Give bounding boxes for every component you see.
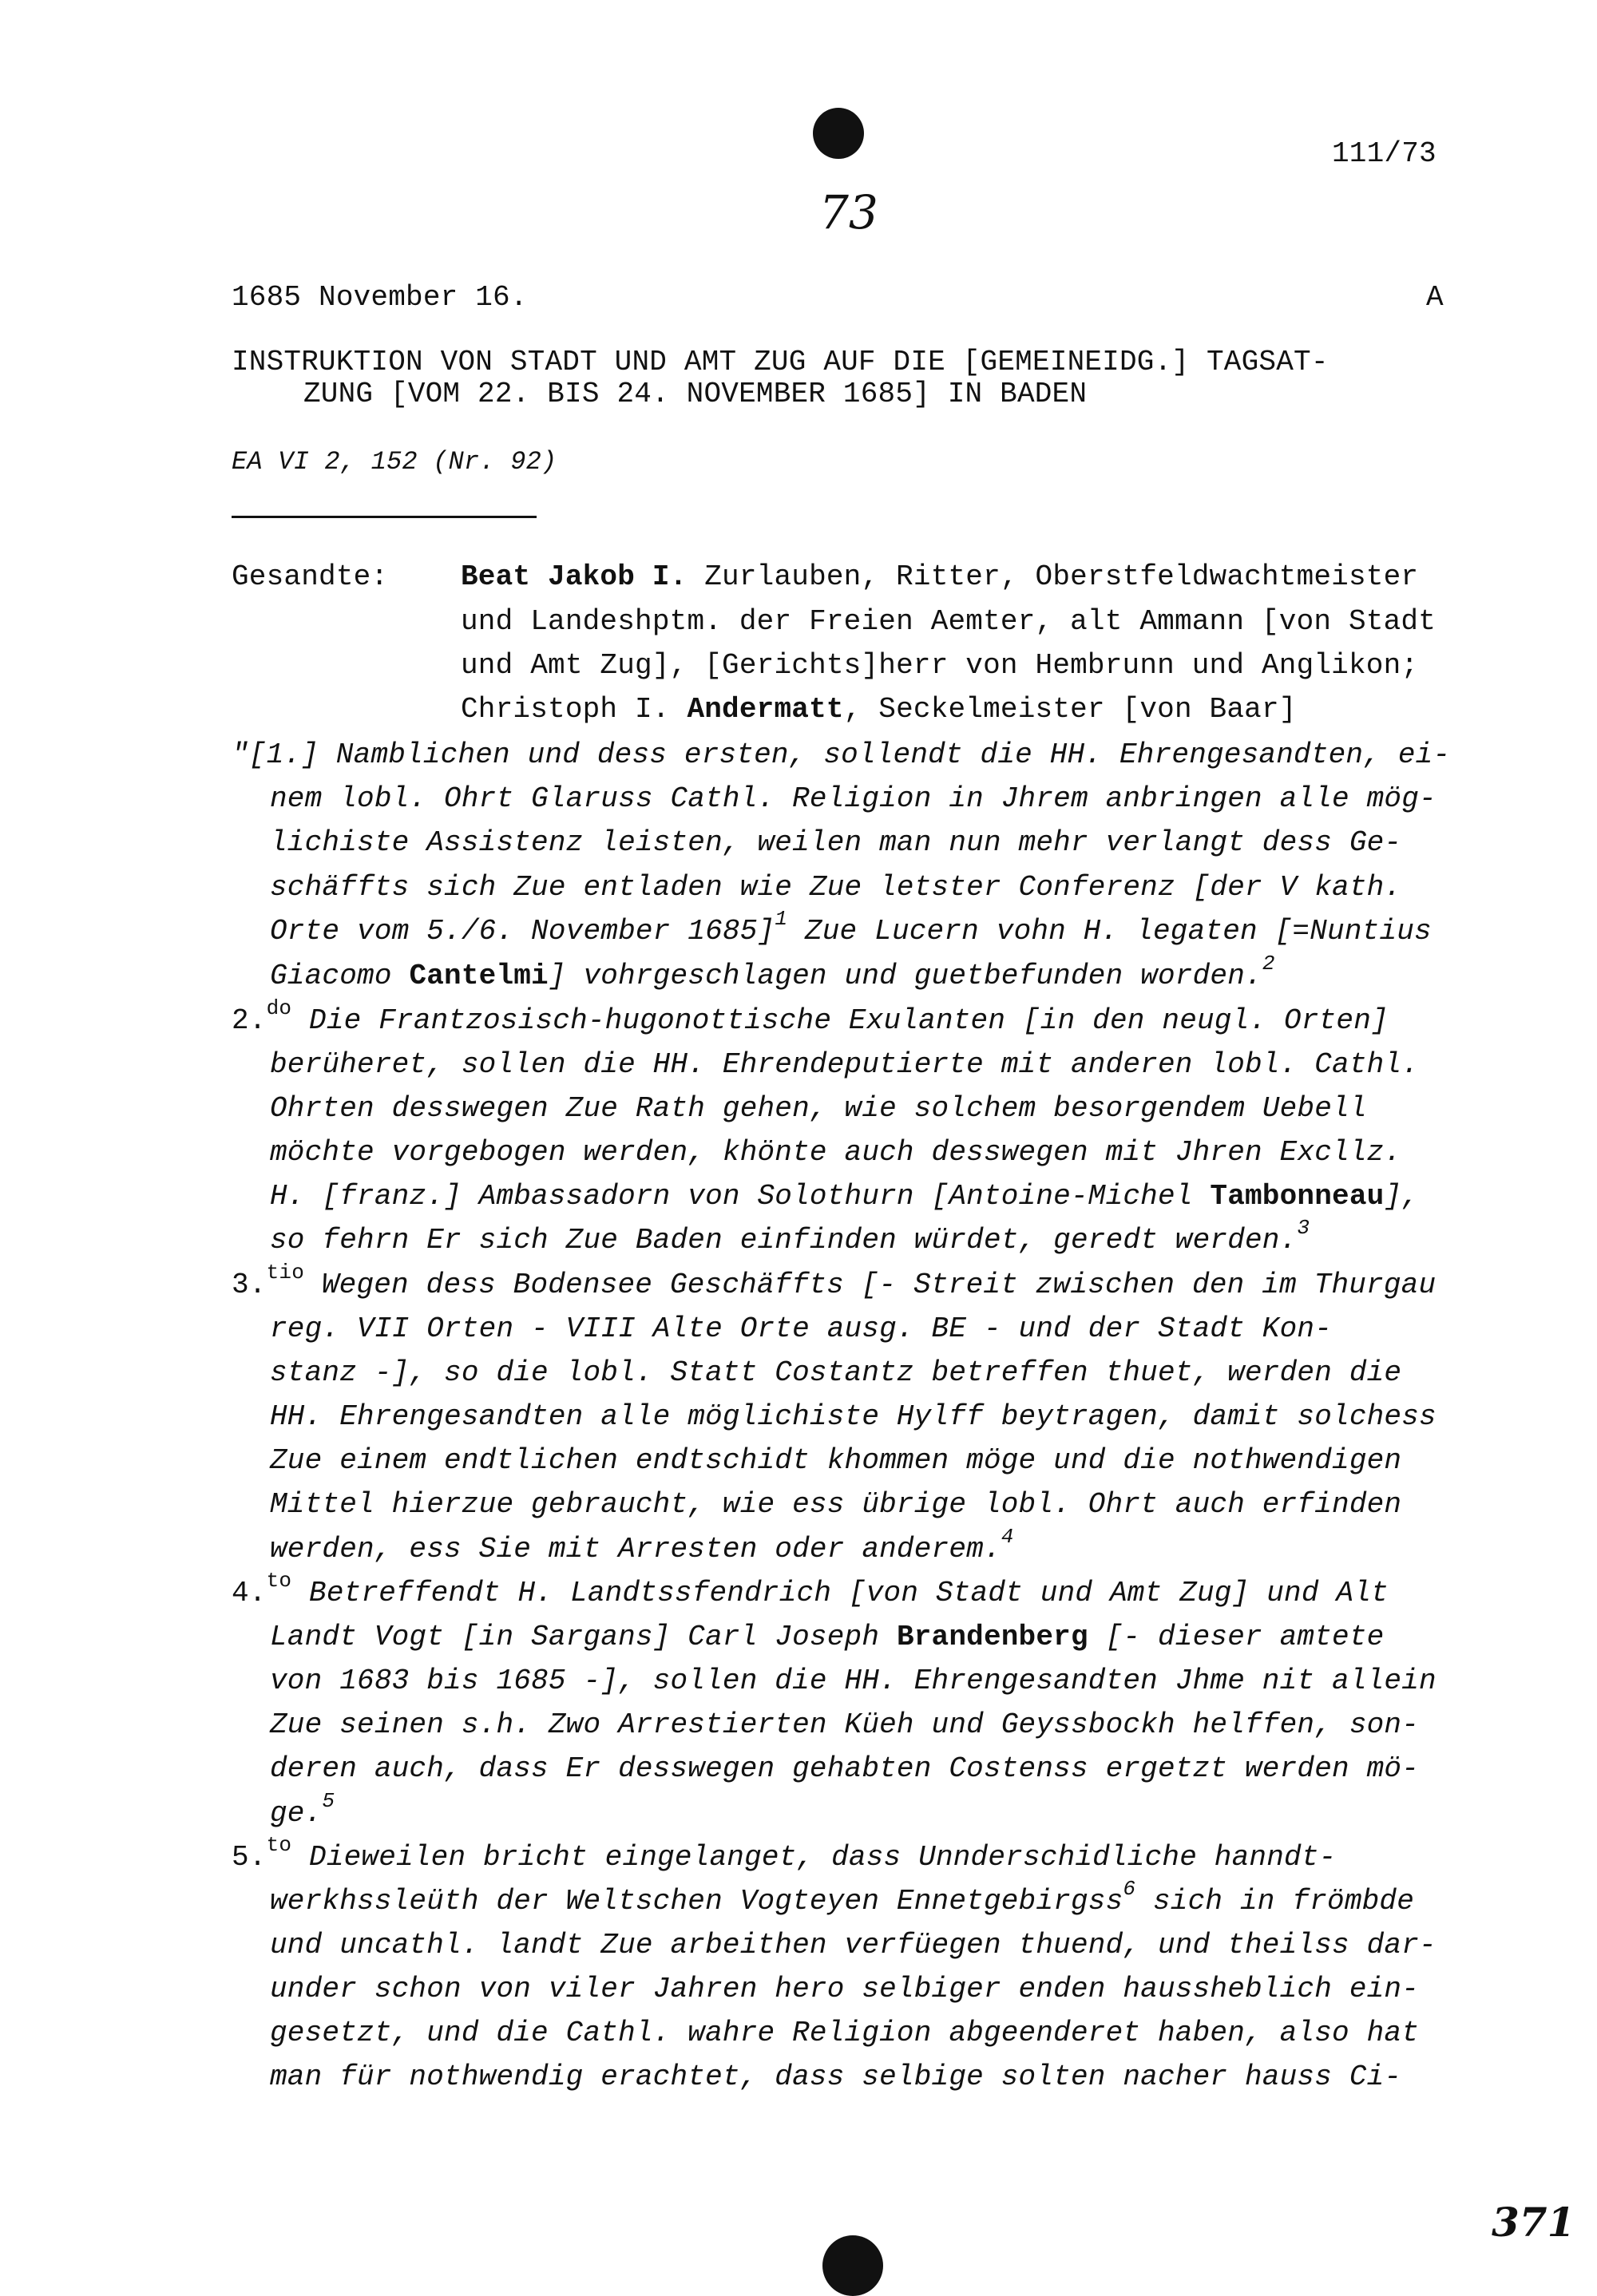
item4-line-4: Zue seinen s.h. Zwo Arrestierten Küeh und Geyssbockh helffen, son- [270, 1708, 1420, 1741]
envoys-line-3: und Amt Zug], [Gerichts]herr von Hembrunn und Anglikon; [461, 649, 1419, 682]
footnote-ref-6: 6 [1123, 1876, 1136, 1901]
document-date: 1685 November 16. [232, 281, 528, 314]
item4-line-3: von 1683 bis 1685 -], sollen die HH. Ehrengesandten Jhme nit allein [270, 1665, 1437, 1697]
item5-line-6: man für nothwendig erachtet, dass selbige solten nacher hauss Ci- [270, 2060, 1402, 2093]
item2-line-5: H. [franz.] Ambassadorn von Solothurn [Antoine-Michel Tambonneau], [270, 1180, 1420, 1213]
envoys-line-4: Christoph I. Andermatt, Seckelmeister [von Baar] [461, 693, 1297, 726]
section-divider [232, 516, 537, 518]
item3-line-1: 3.$^{tio}$ Wegen dess Bodensee Geschäffts [- Streit zwischen den im Thurgau [232, 1260, 1437, 1301]
item5-line-4: under schon von viler Jahren hero selbiger enden haussheblich ein- [270, 1973, 1420, 2005]
title-line-1: INSTRUKTION VON STADT UND AMT ZUG AUF DIE [GEMEINEIDG.] TAGSAT- [232, 346, 1329, 378]
item1-line-4: schäffts sich Zue entladen wie Zue letster Conferenz [der V kath. [270, 871, 1402, 904]
item3-line-6: Mittel hierzue gebraucht, wie ess übrige lobl. Ohrt auch erfinden [270, 1488, 1402, 1521]
punch-hole-top [813, 108, 864, 159]
envoy-name-zurlauben: Beat Jakob I. [461, 560, 688, 593]
item4-line-5: deren auch, dass Er desswegen gehabten Costenss ergetzt werden mö- [270, 1752, 1420, 1785]
item3-line-5: Zue einem endtlichen endtschidt khommen möge und die nothwendigen [270, 1444, 1402, 1477]
envoys-line-2: und Landeshptm. der Freien Aemter, alt Ammann [von Stadt [461, 605, 1436, 638]
item3-line-4: HH. Ehrengesandten alle möglichiste Hylff beytragen, damit solchess [270, 1400, 1437, 1433]
item1-line-1: "[1.] Namblichen und dess ersten, sollendt die HH. Ehrengesandten, ei- [232, 738, 1451, 771]
item2-line-6: so fehrn Er sich Zue Baden einfinden würdet, geredt werden.$^3$ [270, 1215, 1310, 1257]
item1-line-3: lichiste Assistenz leisten, weilen man nun mehr verlangt dess Ge- [270, 826, 1402, 859]
footnote-ref-3: 3 [1297, 1215, 1310, 1240]
item5-line-3: und uncathl. landt Zue arbeithen verfüegen thuend, und theilss dar- [270, 1929, 1437, 1961]
item1-line-2: nem lobl. Ohrt Glaruss Cathl. Religion in Jhrem anbringen alle mög- [270, 782, 1437, 815]
punch-hole-bottom [822, 2235, 883, 2296]
footnote-ref-1: 1 [775, 906, 788, 931]
footnote-ref-2: 2 [1262, 951, 1275, 976]
source-marker: A [1426, 281, 1444, 314]
title-line-2: ZUNG [VOM 22. BIS 24. NOVEMBER 1685] IN BADEN [303, 378, 1088, 410]
envoys-label: Gesandte: [232, 560, 389, 593]
footnote-ref-4: 4 [1001, 1524, 1014, 1549]
handwritten-folio-number: 371 [1492, 2199, 1575, 2246]
item4-line-6: ge.$^5$ [270, 1788, 335, 1830]
archive-reference: 111/73 [1332, 137, 1437, 170]
item2-line-2: berüheret, sollen die HH. Ehrendeputierte mit anderen lobl. Cathl. [270, 1048, 1420, 1081]
item1-line-5: Orte vom 5./6. November 1685]$^1$ Zue Lucern vohn H. legaten [=Nuntius [270, 906, 1432, 948]
citation: EA VI 2, 152 (Nr. 92) [232, 447, 557, 477]
item3-line-3: stanz -], so die lobl. Statt Costantz betreffen thuet, werden die [270, 1356, 1402, 1389]
item1-line-6: Giacomo Cantelmi] vohrgeschlagen und guetbefunden worden.$^2$ [270, 951, 1275, 992]
handwritten-page-number: 73 [819, 185, 878, 239]
name-tambonneau: Tambonneau [1210, 1180, 1385, 1213]
item2-line-1: 2.$^{do}$ Die Frantzosisch-hugonottische Exulanten [in den neugl. Orten] [232, 996, 1389, 1037]
envoy-name-andermatt: Andermatt [687, 693, 844, 726]
item2-line-3: Ohrten desswegen Zue Rath gehen, wie solchem besorgendem Uebell [270, 1092, 1367, 1125]
item4-line-1: 4.$^{to}$ Betreffendt H. Landtssfendrich [von Stadt und Amt Zug] und Alt [232, 1568, 1389, 1609]
item3-line-2: reg. VII Orten - VIII Alte Orte ausg. BE - und der Stadt Kon- [270, 1312, 1333, 1345]
item2-line-4: möchte vorgebogen werden, khönte auch desswegen mit Jhren Excllz. [270, 1136, 1402, 1169]
item4-line-2: Landt Vogt [in Sargans] Carl Joseph Brandenberg [- dieser amtete [270, 1621, 1385, 1653]
item5-line-1: 5.$^{to}$ Dieweilen bricht eingelanget, dass Unnderschidliche hanndt- [232, 1832, 1337, 1874]
item5-line-5: gesetzt, und die Cathl. wahre Religion abgeenderet haben, also hat [270, 2017, 1420, 2049]
item5-line-2: werkhssleüth der Weltschen Vogteyen Ennetgebirgss$^6$ sich in frömbde [270, 1876, 1415, 1918]
name-brandenberg: Brandenberg [896, 1621, 1088, 1653]
name-cantelmi: Cantelmi [409, 960, 549, 992]
envoys-line-1: Beat Jakob I. Zurlauben, Ritter, Oberstfeldwachtmeister [461, 560, 1419, 593]
item3-line-7: werden, ess Sie mit Arresten oder anderem.$^4$ [270, 1524, 1014, 1566]
footnote-ref-5: 5 [322, 1788, 335, 1813]
